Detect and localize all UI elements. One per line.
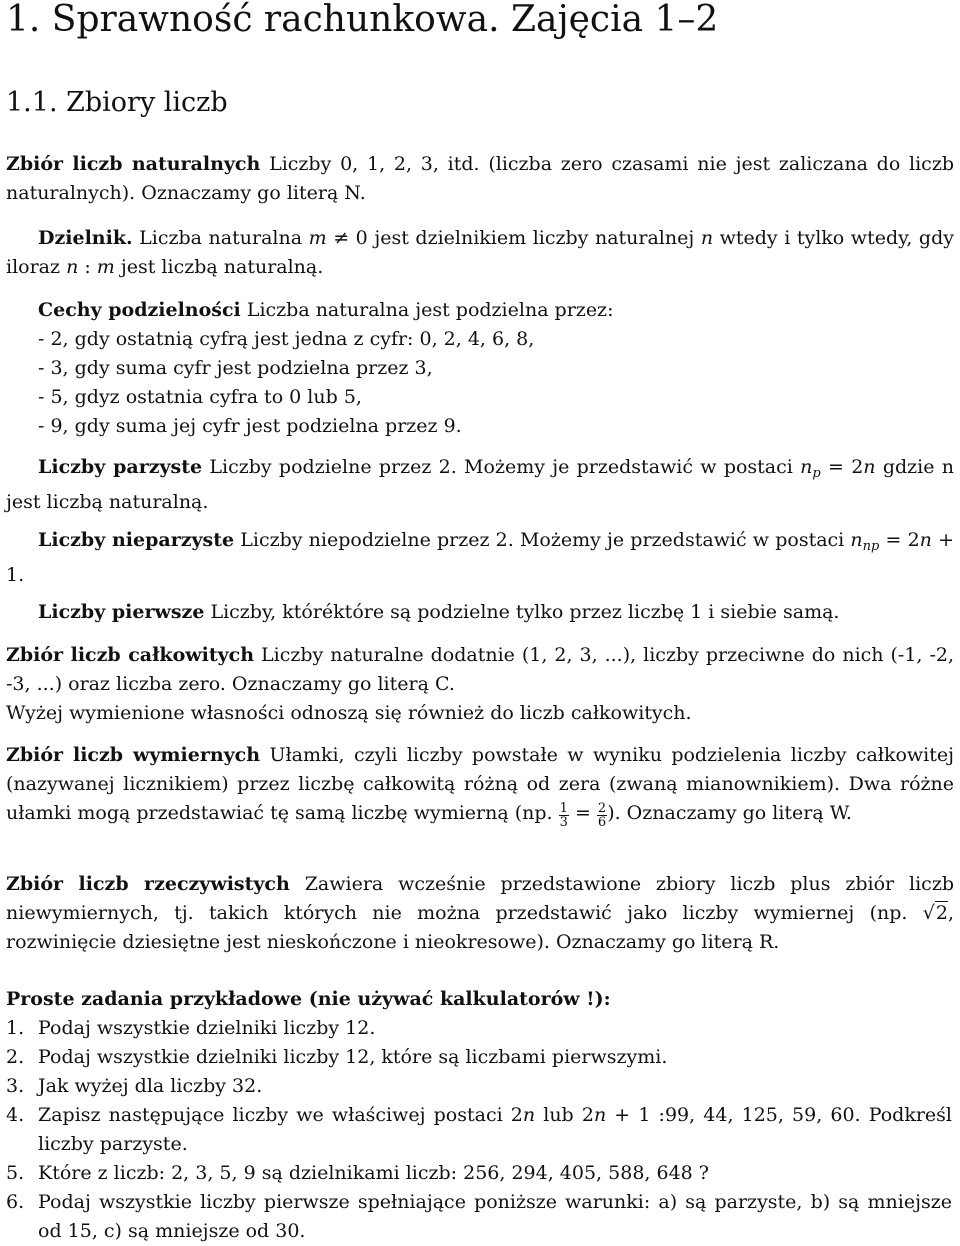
odd-math-n2: n	[919, 529, 932, 551]
term-odd-numbers: Liczby nieparzyste	[38, 529, 235, 551]
exercise-number: 1.	[6, 1017, 25, 1039]
even-math-n: n	[800, 456, 813, 478]
natural-numbers-text: Liczby 0, 1, 2, 3, itd. (liczba zero czasami nie jest zaliczana do liczb naturalnych). Oznaczamy go literą N.	[6, 153, 954, 204]
rational-text-1: Ułamki, czyli liczby powstałe w wyniku podzielenia liczby całkowitej (nazywanej licznikiem) przez liczbę całkowitą różną od zera (zwaną mianownikiem). Dwa różne ułamki mogą przedstawiać tę samą liczbę wymierną (np.	[6, 744, 955, 824]
divisibility-rule-5: - 5, gdyz ostatnia cyfra to 0 lub 5,	[38, 386, 362, 408]
divisor-text-4: :	[78, 256, 97, 278]
fraction-1-numerator: 1	[559, 801, 568, 816]
exercise-text: Podaj wszystkie dzielniki liczby 12.	[38, 1017, 376, 1039]
exercise-text: Jak wyżej dla liczby 32.	[38, 1075, 263, 1097]
term-even-numbers: Liczby parzyste	[38, 456, 203, 478]
divisor-text-2: ≠ 0 jest dzielnikiem liczby naturalnej	[326, 227, 701, 249]
prime-text: Liczby, któréktóre są podzielne tylko przez liczbę 1 i siebie samą.	[204, 601, 840, 623]
fraction-1-denominator: 3	[559, 815, 568, 830]
even-math-sub: p	[812, 466, 821, 481]
integers-note: Wyżej wymienione własności odnoszą się również do liczb całkowitych.	[6, 702, 692, 724]
odd-text-2: = 2	[879, 529, 920, 551]
rational-text-2: ). Oznaczamy go literą W.	[607, 802, 852, 824]
exercise-4-math-n2: n	[593, 1104, 607, 1126]
term-real: Zbiór liczb rzeczywistych	[6, 873, 290, 895]
odd-math-n: n	[850, 529, 863, 551]
paragraph-odd-numbers	[6, 526, 954, 590]
exercise-6	[6, 1188, 954, 1246]
divisibility-rule-2: - 2, gdy ostatnią cyfrą jest jedna z cyfr: 0, 2, 4, 6, 8,	[38, 328, 535, 350]
even-math-n2: n	[863, 456, 876, 478]
exercise-number: 4.	[6, 1104, 25, 1126]
paragraph-divisor	[6, 224, 954, 282]
exercise-text: Podaj wszystkie liczby pierwsze spełniające poniższe warunki: a) są parzyste, b) są mniejsze od 15, c) są mniejsze od 30.	[38, 1191, 952, 1242]
even-text-1: Liczby podzielne przez 2. Możemy je przedstawić w postaci	[202, 456, 801, 478]
fraction-one-third	[559, 802, 569, 829]
rational-equals: =	[568, 802, 597, 824]
exercise-number: 2.	[6, 1046, 25, 1068]
integers-text: Liczby naturalne dodatnie (1, 2, 3, ...), liczby przeciwne do nich (-1, -2, -3, ...) oraz liczba zero. Oznaczamy go literą C.	[6, 644, 954, 695]
odd-math-sub: np	[862, 539, 880, 554]
term-prime-numbers: Liczby pierwsze	[38, 601, 205, 623]
exercise-2	[6, 1043, 954, 1072]
exercise-text: Które z liczb: 2, 3, 5, 9 są dzielnikami liczb: 256, 294, 405, 588, 648 ?	[38, 1162, 709, 1184]
divisor-math-m2: m	[96, 256, 115, 278]
sqrt-sign: √	[922, 902, 935, 924]
paragraph-prime-numbers	[6, 598, 954, 627]
paragraph-integers	[6, 641, 954, 728]
exercise-4	[6, 1101, 954, 1159]
exercise-4-text-2: lub 2	[535, 1104, 594, 1126]
odd-text-3: + 1.	[6, 529, 954, 586]
term-natural-numbers: Zbiór liczb naturalnych	[6, 153, 261, 175]
paragraph-natural-numbers	[6, 150, 954, 208]
odd-text-1: Liczby niepodzielne przez 2. Możemy je przedstawić w postaci	[234, 529, 851, 551]
exercise-1	[6, 1014, 954, 1043]
exercise-3	[6, 1072, 954, 1101]
exercise-4-text-3: + 1 :99, 44, 125, 59, 60. Podkreśl liczby parzyste.	[38, 1104, 952, 1155]
term-divisibility: Cechy podzielności	[38, 299, 241, 321]
paragraph-even-numbers	[6, 453, 954, 517]
paragraph-divisibility	[6, 296, 954, 325]
term-rational: Zbiór liczb wymiernych	[6, 744, 261, 766]
divisor-text-5: jest liczbą naturalną.	[114, 256, 324, 278]
real-text-2: , rozwinięcie dziesiętne jest nieskończone i nieokresowe). Oznaczamy go literą R.	[6, 902, 954, 953]
exercise-4-text-1: Zapisz następujące liczby we właściwej postaci 2	[38, 1104, 523, 1126]
paragraph-real	[6, 870, 954, 957]
divisor-text-1: Liczba naturalna	[132, 227, 309, 249]
divisibility-text: Liczba naturalna jest podzielna przez:	[240, 299, 614, 321]
term-integers: Zbiór liczb całkowitych	[6, 644, 255, 666]
fraction-2-numerator: 2	[597, 801, 607, 816]
exercises-heading: Proste zadania przykładowe (nie używać kalkulatorów !):	[6, 988, 611, 1010]
exercise-number: 6.	[6, 1191, 25, 1213]
exercise-text: Podaj wszystkie dzielniki liczby 12, które są liczbami pierwszymi.	[38, 1046, 668, 1068]
exercise-5	[6, 1159, 954, 1188]
divisor-text-3: wtedy i tylko wtedy, gdy iloraz	[6, 227, 954, 278]
even-text-3: gdzie n jest liczbą naturalną.	[6, 456, 954, 513]
exercise-number: 5.	[6, 1162, 25, 1184]
divisor-math-n2: n	[66, 256, 79, 278]
divisibility-rule-9: - 9, gdy suma jej cyfr jest podzielna przez 9.	[38, 415, 462, 437]
paragraph-rational	[6, 741, 954, 829]
fraction-2-denominator: 6	[597, 815, 607, 830]
exercise-number: 3.	[6, 1075, 25, 1097]
exercise-4-math-n: n	[522, 1104, 536, 1126]
divisor-math-m: m	[308, 227, 327, 249]
term-divisor: Dzielnik.	[38, 227, 133, 249]
chapter-title: 1. Sprawność rachunkowa. Zajęcia 1–2	[6, 0, 719, 40]
even-text-2: = 2	[820, 456, 864, 478]
real-text-1: Zawiera wcześnie przedstawione zbiory liczb plus zbiór liczb niewymiernych, tj. takich których nie można przedstawić jako liczby wymiernej (np.	[6, 873, 954, 924]
exercise-text	[38, 1101, 952, 1159]
divisibility-rule-3: - 3, gdy suma cyfr jest podzielna przez 3,	[38, 357, 433, 379]
sqrt-argument: 2	[935, 902, 948, 924]
section-title: 1.1. Zbiory liczb	[6, 87, 228, 118]
fraction-two-sixths	[597, 802, 607, 829]
divisor-math-n: n	[700, 227, 714, 249]
